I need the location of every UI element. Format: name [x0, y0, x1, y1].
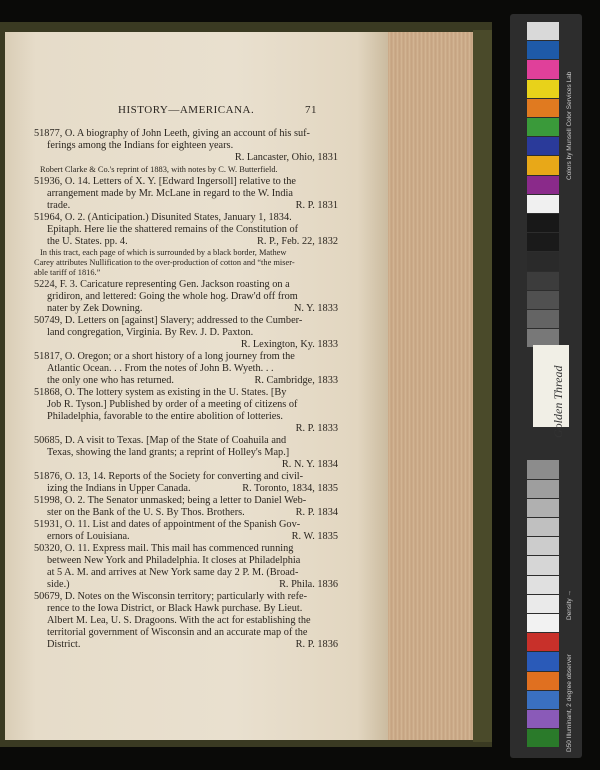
- cover-edge: [473, 30, 492, 742]
- text-line: at 5 A. M. and arrives at New York same day 2 P. M. (Broad-: [47, 567, 299, 578]
- color-swatch: [527, 272, 559, 290]
- text-line: R. P. 1833: [295, 423, 338, 434]
- color-swatch: [527, 80, 559, 98]
- text-line: R. P. 1836: [295, 639, 338, 650]
- color-swatch: [527, 60, 559, 78]
- text-line: izing the Indians in Upper Canada.: [47, 483, 191, 494]
- text-line: N. Y. 1833: [293, 303, 338, 314]
- text-line: District.: [47, 639, 81, 650]
- text-line: 51964, O. 2. (Anticipation.) Disunited States, January 1, 1834.: [34, 212, 292, 223]
- text-line: nater by Zek Downing.: [47, 303, 143, 314]
- color-swatch: [527, 156, 559, 174]
- text-line: 51817, O. Oregon; or a short history of a long journey from the: [34, 351, 295, 362]
- text-line: Job R. Tyson.] Published by order of a meeting of citizens of: [47, 399, 298, 410]
- text-line: Robert Clarke & Co.'s reprint of 1883, with notes by C. W. Butterfield.: [40, 165, 278, 174]
- text-line: Albert M. Lea, U. S. Dragoons. With the act for establishing the: [47, 615, 311, 626]
- color-swatch: [527, 41, 559, 59]
- text-line: gridiron, and lettered: Going the whole hog. Draw'd off from: [47, 291, 298, 302]
- color-swatch: [527, 195, 559, 213]
- color-swatch: [527, 556, 559, 574]
- text-line: R. Toronto, 1834, 1835: [242, 483, 338, 494]
- text-line: Philadelphia, favorable to the entire abolition of lotteries.: [47, 411, 283, 422]
- color-swatch: [527, 310, 559, 328]
- color-swatch: [527, 652, 559, 670]
- text-line: ster on the Bank of the U. S. By Thos. Brothers.: [47, 507, 245, 518]
- text-line: trade.: [47, 200, 71, 211]
- text-line: rence to the Iowa District, or Black Hawk purchase. By Lieut.: [47, 603, 303, 614]
- color-swatch: [527, 252, 559, 270]
- card-bottom-text: D50 Illuminant, 2 degree observer: [566, 654, 573, 752]
- text-line: side.): [47, 579, 70, 590]
- color-swatch: [527, 672, 559, 690]
- color-swatch: [527, 633, 559, 651]
- color-swatch: [527, 499, 559, 517]
- page-number: 71: [305, 104, 317, 116]
- text-line: R. P., Feb. 22, 1832: [257, 236, 338, 247]
- text-line: 50679, D. Notes on the Wisconsin territory; particularly with refe-: [34, 591, 308, 602]
- text-line: R. Cambridge, 1833: [254, 375, 338, 386]
- text-line: R. Lancaster, Ohio, 1831: [234, 152, 338, 163]
- logo-text: Golden Thread: [551, 365, 565, 438]
- text-line: 51936, O. 14. Letters of X. Y. [Edward Ingersoll] relative to the: [34, 176, 296, 187]
- page-fore-edge: [388, 32, 473, 740]
- color-swatch: [527, 595, 559, 613]
- color-swatch: [527, 118, 559, 136]
- text-line: 51876, O. 13, 14. Reports of the Society for converting and civil-: [34, 471, 304, 482]
- color-swatch: [527, 614, 559, 632]
- color-swatch: [527, 729, 559, 747]
- color-swatch: [527, 137, 559, 155]
- text-line: In this tract, each page of which is surrounded by a black border, Mathew: [40, 248, 287, 257]
- text-line: R. P. 1831: [295, 200, 338, 211]
- text-line: ferings among the Indians for eighteen years.: [47, 140, 234, 151]
- text-line: R. N. Y. 1834: [281, 459, 338, 470]
- color-swatch: [527, 22, 559, 40]
- text-line: 51868, O. The lottery system as existing in the U. States. [By: [34, 387, 287, 398]
- text-line: 50320, O. 11. Express mail. This mail has commenced running: [34, 543, 294, 554]
- text-line: R. W. 1835: [291, 531, 338, 542]
- color-swatch: [527, 576, 559, 594]
- text-line: 51998, O. 2. The Senator unmasked; being a letter to Daniel Web-: [34, 495, 307, 506]
- text-line: the U. States. pp. 4.: [47, 236, 128, 247]
- color-swatch: [527, 537, 559, 555]
- color-swatch: [527, 99, 559, 117]
- color-swatch: [527, 710, 559, 728]
- text-line: 50685, D. A visit to Texas. [Map of the State of Coahuila and: [34, 435, 287, 446]
- text-line: Texas, showing the land grants; a reprint of Holley's Map.]: [47, 447, 290, 458]
- text-line: R. P. 1834: [295, 507, 338, 518]
- text-line: 51931, O. 11. List and dates of appointment of the Spanish Gov-: [34, 519, 301, 530]
- color-swatch: [527, 291, 559, 309]
- running-head: HISTORY—AMERICANA.: [118, 104, 255, 116]
- color-swatch: [527, 518, 559, 536]
- color-swatch: [527, 176, 559, 194]
- color-swatch: [527, 214, 559, 232]
- text-line: territorial government of Wisconsin and an accurate map of the: [47, 627, 308, 638]
- text-line: Epitaph. Here lie the shattered remains of the Constitution of: [47, 224, 299, 235]
- text-line: Atlantic Ocean. . . From the notes of John B. Wyeth. . .: [47, 363, 274, 374]
- color-swatch: [527, 233, 559, 251]
- text-line: arrangement made by Mr. McLane in regard to the W. India: [47, 188, 293, 199]
- text-line: R. Phila. 1836: [279, 579, 338, 590]
- text-line: 5224, F. 3. Caricature representing Gen. Jackson roasting on a: [34, 279, 290, 290]
- text-line: 51877, O. A biography of John Leeth, giving an account of his suf-: [34, 128, 310, 139]
- text-line: the only one who has returned.: [47, 375, 174, 386]
- color-swatch: [527, 480, 559, 498]
- text-line: able tariff of 1816.”: [34, 268, 101, 277]
- color-swatch: [527, 691, 559, 709]
- text-line: R. Lexington, Ky. 1833: [240, 339, 338, 350]
- text-line: Carey attributes Nullification to the over-production of cotton and “the miser-: [34, 258, 295, 267]
- color-swatch: [527, 460, 559, 478]
- density-text: Density →: [566, 590, 573, 620]
- text-line: between New York and Philadelphia. It closes at Philadelphia: [47, 555, 301, 566]
- text-line: 50749, D. Letters on [against] Slavery; addressed to the Cumber-: [34, 315, 303, 326]
- text-line: land congregation, Virginia. By Rev. J. D. Paxton.: [47, 327, 254, 338]
- card-top-text: Colors by Munsell Color Services Lab: [566, 71, 573, 180]
- text-line: ernors of Louisiana.: [47, 531, 130, 542]
